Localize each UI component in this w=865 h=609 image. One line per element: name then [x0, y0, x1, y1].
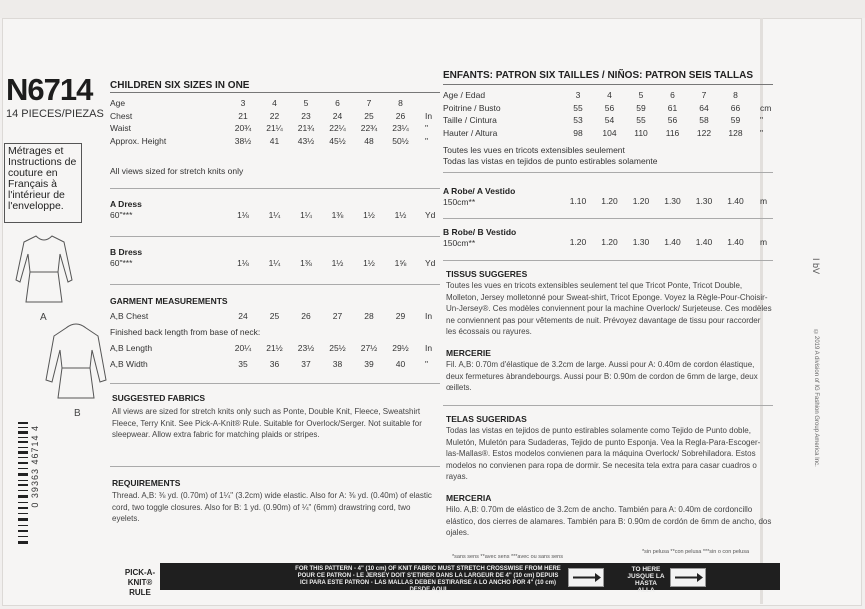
- en-size-cell: 21¾: [297, 123, 315, 133]
- robe-a-cell: 1.20: [601, 196, 618, 206]
- dress-b-cell: 1⅝: [394, 258, 407, 268]
- garment-cell: 24: [238, 311, 248, 321]
- arrow-right-icon-2: [670, 568, 706, 587]
- fr-size-cell: 59: [730, 115, 741, 125]
- dress-a-width: 60"***: [110, 210, 133, 220]
- garment-row-label: A,B Length: [110, 343, 153, 353]
- en-size-cell: 22: [269, 110, 280, 121]
- dress-b-unit: Yd: [425, 258, 436, 268]
- en-size-cell: 23¼: [392, 123, 409, 133]
- view-b-illustration: [44, 322, 108, 406]
- footnotes-es: *sin pelusa **con pelusa ***sin o con pelusa: [642, 549, 750, 555]
- garment-cell: 21½: [266, 343, 283, 353]
- garment-cell: 40: [395, 359, 406, 369]
- dress-b-cell: 1½: [331, 258, 344, 268]
- en-size-cell: 3: [240, 98, 246, 108]
- divider: [110, 383, 440, 384]
- barcode-icon: [18, 420, 28, 550]
- dress-a-cell: 1½: [394, 210, 407, 220]
- pick-a-knit-label: PICK-A-KNIT® RULE: [124, 568, 156, 597]
- dress-b-label: B Dress: [110, 247, 143, 257]
- dress-a-label: A Dress: [110, 199, 142, 209]
- fr-size-cell: 56: [667, 115, 678, 125]
- garment-cell: 37: [301, 359, 311, 369]
- divider: [443, 405, 773, 406]
- fr-views-note: Toutes les vues en tricots extensibles seulement: [443, 145, 625, 155]
- dress-a-cell: 1⅜: [331, 210, 344, 220]
- en-size-cell: 20¾: [234, 123, 252, 133]
- copyright: ©2019 A division of IG Fashion Group America Inc.: [813, 330, 819, 467]
- en-size-row-label: Age: [110, 98, 126, 108]
- divider: [443, 172, 773, 173]
- robe-b-width: 150cm**: [443, 238, 476, 248]
- dress-a-unit: Yd: [425, 210, 436, 220]
- fr-size-cell: 116: [665, 127, 680, 138]
- fr-size-cell: 122: [696, 127, 712, 138]
- garment-cell: 35: [238, 359, 248, 369]
- divider: [110, 466, 440, 467]
- garment-unit: In: [425, 311, 433, 321]
- garment-row-label: A,B Width: [110, 359, 148, 369]
- garment-cell: 36: [269, 359, 280, 369]
- fr-es-title: ENFANTS: PATRON SIX TAILLES / NIÑOS: PATRON SEIS TALLAS: [443, 70, 754, 81]
- fabrics-text: All views are sized for stretch knits only such as Ponte, Double Knit, Fleece, Sweatshirt Fleece, Terry Knit. See Pick-A-Knit® Rule. Suitable for Overlock/Serger. Not suitable for sleepwear. Allow extra fabric for matching plaids or stripes.: [112, 407, 422, 439]
- en-size-unit: ": [425, 123, 429, 133]
- to-here-label: TO HERE JUSQUE LA HASTA ALLA: [627, 566, 665, 594]
- fr-size-cell: 58: [699, 115, 709, 125]
- en-size-cell: 6: [335, 98, 340, 108]
- divider: [110, 284, 440, 285]
- robe-b-cell: 1.20: [569, 237, 587, 247]
- dress-a-cell: 1½: [363, 210, 375, 220]
- footnotes-fr: *sans sens **avec sens ***avec ou sans sens: [452, 554, 563, 560]
- fr-size-unit: cm: [760, 102, 772, 113]
- robe-b-cell: 1.30: [632, 237, 650, 247]
- fr-size-row-label: Taille / Cintura: [443, 115, 497, 125]
- arrow-right-icon: [568, 568, 604, 587]
- divider: [443, 84, 773, 85]
- robe-a-unit: m: [760, 196, 768, 206]
- fr-size-row-label: Poitrine / Busto: [443, 102, 501, 113]
- divider: [443, 260, 773, 261]
- french-note: Métrages et Instructions de couture en Français à l'intérieur de l'enveloppe.: [4, 143, 82, 223]
- robe-a-cell: 1.30: [695, 196, 713, 206]
- fr-size-cell: 5: [638, 90, 644, 100]
- view-a-label: A: [40, 312, 47, 323]
- garment-cell: 23½: [297, 343, 315, 353]
- robe-b-label: B Robe/ B Vestido: [443, 227, 517, 237]
- en-size-unit: ": [425, 135, 429, 146]
- fr-size-cell: 66: [730, 102, 741, 113]
- fr-size-cell: 53: [573, 115, 583, 125]
- en-title: CHILDREN SIX SIZES IN ONE: [110, 80, 250, 91]
- en-size-unit: In: [425, 110, 433, 121]
- robe-b-cell: 1.20: [601, 237, 618, 247]
- divider: [110, 188, 440, 189]
- en-size-cell: 23: [301, 110, 311, 121]
- en-size-cell: 41: [269, 135, 280, 146]
- en-size-cell: 21: [238, 110, 248, 121]
- pieces-count: 14 PIECES/PIEZAS: [6, 108, 104, 120]
- dress-b-cell: 1½: [363, 258, 375, 268]
- en-size-row-label: Approx. Height: [110, 135, 167, 146]
- view-a-illustration: [12, 232, 76, 312]
- robe-a-label: A Robe/ A Vestido: [443, 186, 516, 196]
- en-size-row-label: Chest: [110, 110, 133, 121]
- en-size-cell: 22¾: [360, 123, 378, 133]
- en-size-cell: 24: [332, 110, 343, 121]
- en-views-note: All views sized for stretch knits only: [110, 166, 244, 176]
- en-size-cell: 45½: [329, 135, 346, 146]
- garment-cell: 25: [269, 311, 280, 321]
- robe-a-cell: 1.10: [569, 196, 587, 206]
- garment-row-label: Finished back length from base of neck:: [110, 327, 261, 337]
- fr-size-cell: 98: [573, 127, 583, 138]
- en-size-cell: 26: [395, 110, 406, 121]
- fr-size-cell: 54: [604, 115, 615, 125]
- garment-cell: 29½: [392, 343, 409, 353]
- garment-unit: ": [425, 359, 429, 369]
- merceria-text: Hilo. A,B: 0.70m de elástico de 3.2cm de ancho. También para A: 0.40m de cordoncillo elástico, dos cierres de alamares. También para B: 0.90m de cordón de 6mm de ancho, dos ojales.: [446, 505, 772, 537]
- fr-size-unit: ": [760, 115, 764, 125]
- en-size-cell: 48: [364, 135, 374, 146]
- mercerie-title: MERCERIE: [446, 348, 491, 358]
- fr-size-row-label: Hauter / Altura: [443, 127, 498, 138]
- fr-size-cell: 3: [575, 90, 581, 100]
- fr-size-cell: 56: [604, 102, 615, 113]
- barcode-number: 0 39363 46714 4: [30, 425, 40, 508]
- robe-a-cell: 1.30: [664, 196, 681, 206]
- paper-edge: [0, 0, 865, 18]
- robe-a-cell: 1.20: [632, 196, 650, 206]
- en-size-cell: 8: [398, 98, 403, 108]
- fr-size-cell: 7: [701, 90, 707, 100]
- en-size-cell: 7: [366, 98, 372, 108]
- dress-a-cell: 1⅛: [237, 210, 249, 220]
- garment-cell: 39: [364, 359, 374, 369]
- fr-size-cell: 61: [667, 102, 678, 113]
- fr-size-cell: 55: [573, 102, 583, 113]
- garment-cell: 20¼: [234, 343, 252, 353]
- robe-b-cell: 1.40: [664, 237, 681, 247]
- fr-size-cell: 104: [602, 127, 617, 138]
- dress-b-cell: 1⅜: [300, 258, 312, 268]
- en-size-cell: 5: [303, 98, 309, 108]
- dress-b-width: 60"***: [110, 258, 133, 268]
- robe-b-cell: 1.40: [695, 237, 713, 247]
- robe-b-cell: 1.40: [727, 237, 744, 247]
- fr-size-unit: ": [760, 127, 764, 138]
- garment-cell: 27: [332, 311, 343, 321]
- en-size-cell: 22¼: [329, 123, 346, 133]
- dress-a-cell: 1¼: [268, 210, 281, 220]
- garment-cell: 25½: [329, 343, 346, 353]
- fr-size-cell: 6: [670, 90, 675, 100]
- en-size-cell: 4: [272, 98, 277, 108]
- garment-cell: 27½: [360, 343, 378, 353]
- mercerie-text: Fil. A,B: 0.70m d'élastique de 3.2cm de large. Aussi pour A: 0.40m de cordon élastique, deux fermetures àbrandebourgs. Aussi pour B: 0.90m de cordon de 6mm de large, deux œillets.: [446, 360, 758, 392]
- en-size-cell: 21¼: [266, 123, 283, 133]
- robe-b-unit: m: [760, 237, 768, 247]
- tissus-title: TISSUS SUGGERES: [446, 269, 528, 279]
- view-b-label: B: [74, 408, 81, 419]
- requirements-text: Thread. A,B: ⅜ yd. (0.70m) of 1¼" (3.2cm) wide elastic. Also for A: ⅜ yd. (0.40m) of elastic cord, two toggle closures. Also for B: 1 yd. (0.90m) of ¼" (6mm) drawstring cord, two eyelets.: [112, 491, 432, 523]
- garment-unit: In: [425, 343, 433, 353]
- dress-b-cell: 1⅛: [237, 258, 249, 268]
- merceria-title: MERCERIA: [446, 493, 492, 503]
- divider: [110, 92, 440, 93]
- divider: [110, 236, 440, 237]
- fr-size-row-label: Age / Edad: [443, 90, 486, 100]
- es-views-note: Todas las vistas en tejidos de punto estirables solamente: [443, 156, 658, 166]
- fr-size-cell: 59: [636, 102, 646, 113]
- fr-size-cell: 128: [728, 127, 743, 138]
- robe-a-width: 150cm**: [443, 197, 476, 207]
- fabrics-title: SUGGESTED FABRICS: [112, 393, 206, 403]
- telas-title: TELAS SUGERIDAS: [446, 414, 527, 424]
- garment-cell: 38: [332, 359, 343, 369]
- pattern-code: N6714: [6, 72, 93, 107]
- pick-a-knit-instruction: FOR THIS PATTERN - 4" (10 cm) OF KNIT FABRIC MUST STRETCH CROSSWISE FROM HERE POUR CE PATRON - LE JERSEY DOIT S'ETIRER DANS LA LARGEUR DE 4" (10 cm) DEPUIS ICI PARA ESTE PATRON - LAS MALLAS DEBEN ESTIRARSE A LO ANCHO POR 4" (10 cm) DESDE AQUI: [295, 566, 561, 593]
- tissus-text: Toutes les vues en tricots extensibles seulement tel que Tricot Ponte, Tricot Double, Molleton, Jersey molletonné pour Sweat-shirt, Tricot Eponge. Voyez la Règle-Pour-Choisir-Un-Jersey®. Ces modèles conviennent pour la machine Overlock/ Surjeteuse. Ces modèles ne conviennent pas pour vêtements de nuit. Prévoyez davantage de tissu pour raccorder les écossais ou rayures.: [446, 281, 772, 336]
- garment-cell: 29: [395, 311, 406, 321]
- en-size-row-label: Waist: [110, 123, 131, 133]
- robe-a-cell: 1.40: [727, 196, 744, 206]
- fr-size-cell: 8: [733, 90, 738, 100]
- side-mark: I bV: [811, 258, 821, 275]
- fr-size-cell: 64: [699, 102, 709, 113]
- garment-cell: 28: [364, 311, 374, 321]
- garment-row-label: A,B Chest: [110, 311, 149, 321]
- dress-a-cell: 1¼: [300, 210, 312, 220]
- garment-cell: 26: [301, 311, 311, 321]
- garment-title: GARMENT MEASUREMENTS: [110, 296, 228, 306]
- divider: [443, 218, 773, 219]
- dress-b-cell: 1¼: [268, 258, 281, 268]
- telas-text: Todas las vistas en tejidos de punto estirables solamente como Tejido de Punto doble, Muletón, Muletón para Sudaderas, Tejido de punto Esponja. Vea la Regla-Para-Escoger-las-Mallas®. Estos modelos convienen para la máquina Overlock/ Sobrehiladora. Estos modelos no convienen para ropa de dormir. Se necesita tela extra para casar cuadros o rayas.: [446, 426, 761, 481]
- en-size-cell: 50½: [392, 135, 409, 146]
- en-size-cell: 43½: [297, 135, 315, 146]
- fr-size-cell: 110: [634, 127, 648, 138]
- en-size-cell: 25: [364, 110, 374, 121]
- fr-size-cell: 4: [607, 90, 612, 100]
- requirements-title: REQUIREMENTS: [112, 478, 181, 488]
- en-size-cell: 38½: [234, 135, 252, 146]
- fr-size-cell: 55: [636, 115, 646, 125]
